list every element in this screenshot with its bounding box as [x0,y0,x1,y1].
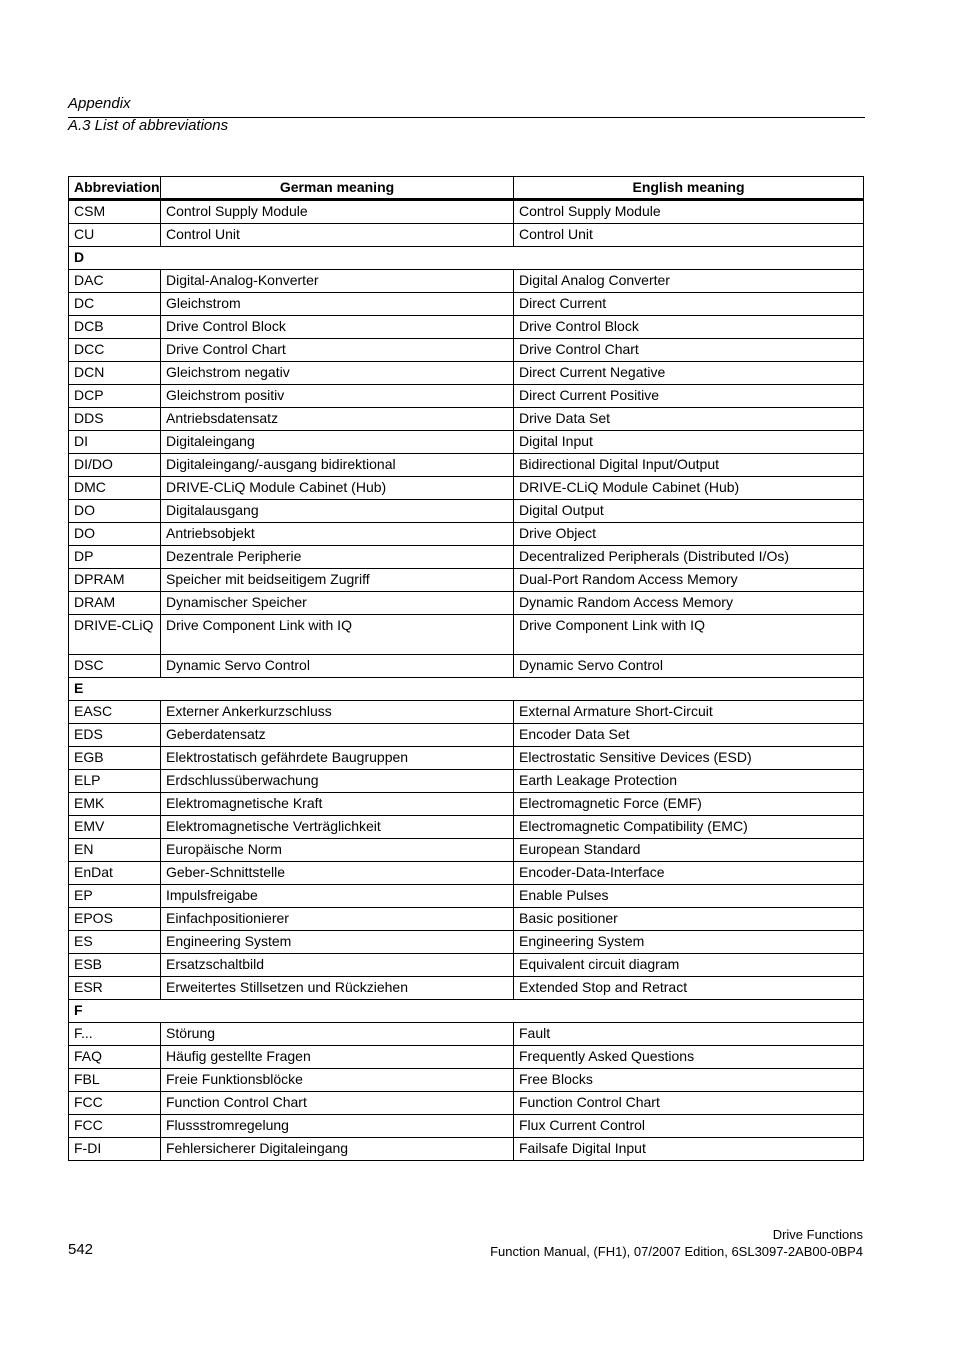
abbreviation-cell: ESR [69,977,161,1000]
abbreviation-cell: DCP [69,385,161,408]
english-meaning-cell: External Armature Short-Circuit [514,701,864,724]
table-row [69,793,864,816]
german-meaning-cell: Erdschlussüberwachung [161,770,514,793]
abbreviation-cell: EGB [69,747,161,770]
german-meaning-cell: Gleichstrom [161,293,514,316]
german-meaning-cell: Dynamic Servo Control [161,655,514,678]
table-row [69,701,864,724]
page-number: 542 [68,1241,94,1258]
footer-title: Drive Functions [772,1227,863,1242]
abbreviation-cell: DCC [69,339,161,362]
footer-document-info: Function Manual, (FH1), 07/2007 Edition, 6SL3097-2AB00-0BP4 [490,1244,863,1259]
english-meaning-cell: Function Control Chart [514,1092,864,1115]
table-row [69,615,864,655]
english-meaning-cell: Encoder-Data-Interface [514,862,864,885]
abbreviation-cell: EN [69,839,161,862]
english-meaning-cell: Digital Analog Converter [514,270,864,293]
abbreviation-cell: ESB [69,954,161,977]
german-meaning-cell: Antriebsdatensatz [161,408,514,431]
german-meaning-cell: Häufig gestellte Fragen [161,1046,514,1069]
table-row [69,839,864,862]
english-meaning-cell: Failsafe Digital Input [514,1138,864,1161]
english-meaning-cell: Basic positioner [514,908,864,931]
abbreviation-cell: DI [69,431,161,454]
running-header-section: A.3 List of abbreviations [68,117,229,134]
english-meaning-cell: Dual-Port Random Access Memory [514,569,864,592]
english-meaning-cell: DRIVE-CLiQ Module Cabinet (Hub) [514,477,864,500]
section-row [69,1000,864,1023]
table-row [69,316,864,339]
german-meaning-cell: Digitaleingang [161,431,514,454]
german-meaning-cell: Engineering System [161,931,514,954]
table-row [69,724,864,747]
english-meaning-cell: Extended Stop and Retract [514,977,864,1000]
table-row [69,477,864,500]
german-meaning-cell: Control Unit [161,224,514,247]
english-meaning-cell: Digital Output [514,500,864,523]
table-row [69,362,864,385]
english-meaning-cell: Control Unit [514,224,864,247]
section-row [69,678,864,701]
german-meaning-cell: Ersatzschaltbild [161,954,514,977]
abbreviation-cell: ES [69,931,161,954]
english-meaning-cell: Electromagnetic Force (EMF) [514,793,864,816]
abbreviation-cell: EASC [69,701,161,724]
english-meaning-cell: Drive Object [514,523,864,546]
german-meaning-cell: Gleichstrom negativ [161,362,514,385]
english-meaning-cell: Frequently Asked Questions [514,1046,864,1069]
english-meaning-cell: Drive Component Link with IQ [514,615,864,655]
english-meaning-cell: Control Supply Module [514,200,864,224]
abbreviation-cell: DO [69,523,161,546]
abbreviation-cell: FAQ [69,1046,161,1069]
german-meaning-cell: Fehlersicherer Digitaleingang [161,1138,514,1161]
table-row [69,592,864,615]
german-meaning-cell: Freie Funktionsblöcke [161,1069,514,1092]
table-row [69,1138,864,1161]
table-body [69,200,864,1161]
german-meaning-cell: Digitalausgang [161,500,514,523]
abbreviation-cell: FBL [69,1069,161,1092]
english-meaning-cell: Dynamic Random Access Memory [514,592,864,615]
section-letter: F [69,1000,864,1023]
english-meaning-cell: Direct Current Positive [514,385,864,408]
english-meaning-cell: Direct Current [514,293,864,316]
english-meaning-cell: Encoder Data Set [514,724,864,747]
german-meaning-cell: Externer Ankerkurzschluss [161,701,514,724]
german-meaning-cell: Flussstromregelung [161,1115,514,1138]
table-row [69,500,864,523]
column-header-english: English meaning [514,177,864,200]
table-row [69,862,864,885]
english-meaning-cell: Earth Leakage Protection [514,770,864,793]
german-meaning-cell: Erweitertes Stillsetzen und Rückziehen [161,977,514,1000]
english-meaning-cell: Free Blocks [514,1069,864,1092]
abbreviation-cell: CSM [69,200,161,224]
abbreviation-cell: EMK [69,793,161,816]
english-meaning-cell: Dynamic Servo Control [514,655,864,678]
german-meaning-cell: Control Supply Module [161,200,514,224]
german-meaning-cell: Dezentrale Peripherie [161,546,514,569]
german-meaning-cell: Elektrostatisch gefährdete Baugruppen [161,747,514,770]
table-row [69,408,864,431]
table-row [69,1092,864,1115]
abbreviation-cell: FCC [69,1092,161,1115]
german-meaning-cell: Gleichstrom positiv [161,385,514,408]
english-meaning-cell: Enable Pulses [514,885,864,908]
abbreviation-cell: DPRAM [69,569,161,592]
english-meaning-cell: Fault [514,1023,864,1046]
german-meaning-cell: Drive Control Chart [161,339,514,362]
english-meaning-cell: Flux Current Control [514,1115,864,1138]
running-header-chapter: Appendix [68,95,131,112]
abbreviation-cell: DCN [69,362,161,385]
section-row [69,247,864,270]
table-row [69,200,864,224]
table-header-row [69,177,864,200]
abbreviation-cell: EP [69,885,161,908]
table-row [69,770,864,793]
german-meaning-cell: Geberdatensatz [161,724,514,747]
german-meaning-cell: Elektromagnetische Verträglichkeit [161,816,514,839]
german-meaning-cell: Speicher mit beidseitigem Zugriff [161,569,514,592]
abbreviation-cell: EMV [69,816,161,839]
german-meaning-cell: Einfachpositionierer [161,908,514,931]
german-meaning-cell: Impulsfreigabe [161,885,514,908]
table-row [69,931,864,954]
german-meaning-cell: DRIVE-CLiQ Module Cabinet (Hub) [161,477,514,500]
english-meaning-cell: Drive Control Chart [514,339,864,362]
abbreviation-cell: FCC [69,1115,161,1138]
german-meaning-cell: Elektromagnetische Kraft [161,793,514,816]
abbreviations-table [68,176,864,1161]
abbreviation-cell: ELP [69,770,161,793]
abbreviation-cell: CU [69,224,161,247]
table-row [69,293,864,316]
abbreviation-cell: DCB [69,316,161,339]
table-row [69,816,864,839]
german-meaning-cell: Drive Component Link with IQ [161,615,514,655]
table-row [69,908,864,931]
abbreviation-cell: DI/DO [69,454,161,477]
english-meaning-cell: Digital Input [514,431,864,454]
table-row [69,977,864,1000]
abbreviation-cell: DP [69,546,161,569]
table-row [69,339,864,362]
german-meaning-cell: Europäische Norm [161,839,514,862]
abbreviation-cell: DC [69,293,161,316]
german-meaning-cell: Digitaleingang/-ausgang bidirektional [161,454,514,477]
table-row [69,454,864,477]
english-meaning-cell: Decentralized Peripherals (Distributed I/Os) [514,546,864,569]
table-row [69,885,864,908]
abbreviation-cell: F... [69,1023,161,1046]
table-row [69,270,864,293]
english-meaning-cell: Drive Control Block [514,316,864,339]
table-row [69,385,864,408]
header-rule [68,117,865,118]
abbreviation-cell: EnDat [69,862,161,885]
german-meaning-cell: Störung [161,1023,514,1046]
table-row [69,431,864,454]
abbreviation-cell: DRAM [69,592,161,615]
abbreviation-cell: DO [69,500,161,523]
abbreviation-cell: DMC [69,477,161,500]
table-row [69,1115,864,1138]
table-row [69,1046,864,1069]
column-header-german: German meaning [161,177,514,200]
table-row [69,1069,864,1092]
german-meaning-cell: Drive Control Block [161,316,514,339]
german-meaning-cell: Dynamischer Speicher [161,592,514,615]
english-meaning-cell: Electrostatic Sensitive Devices (ESD) [514,747,864,770]
english-meaning-cell: Drive Data Set [514,408,864,431]
section-letter: E [69,678,864,701]
table-row [69,954,864,977]
english-meaning-cell: Electromagnetic Compatibility (EMC) [514,816,864,839]
english-meaning-cell: Engineering System [514,931,864,954]
german-meaning-cell: Function Control Chart [161,1092,514,1115]
table-row [69,523,864,546]
table-row [69,569,864,592]
english-meaning-cell: Direct Current Negative [514,362,864,385]
abbreviation-cell: EDS [69,724,161,747]
english-meaning-cell: Equivalent circuit diagram [514,954,864,977]
english-meaning-cell: Bidirectional Digital Input/Output [514,454,864,477]
abbreviation-cell: EPOS [69,908,161,931]
abbreviation-cell: DAC [69,270,161,293]
table-row [69,1023,864,1046]
abbreviation-cell: DSC [69,655,161,678]
german-meaning-cell: Antriebsobjekt [161,523,514,546]
german-meaning-cell: Digital-Analog-Konverter [161,270,514,293]
abbreviation-cell: DRIVE-CLiQ [69,615,161,655]
abbreviation-cell: F-DI [69,1138,161,1161]
section-letter: D [69,247,864,270]
column-header-abbreviation: Abbreviation [69,177,161,200]
english-meaning-cell: European Standard [514,839,864,862]
abbreviation-cell: DDS [69,408,161,431]
table-row [69,747,864,770]
table-row [69,546,864,569]
german-meaning-cell: Geber-Schnittstelle [161,862,514,885]
table-row [69,655,864,678]
table-row [69,224,864,247]
